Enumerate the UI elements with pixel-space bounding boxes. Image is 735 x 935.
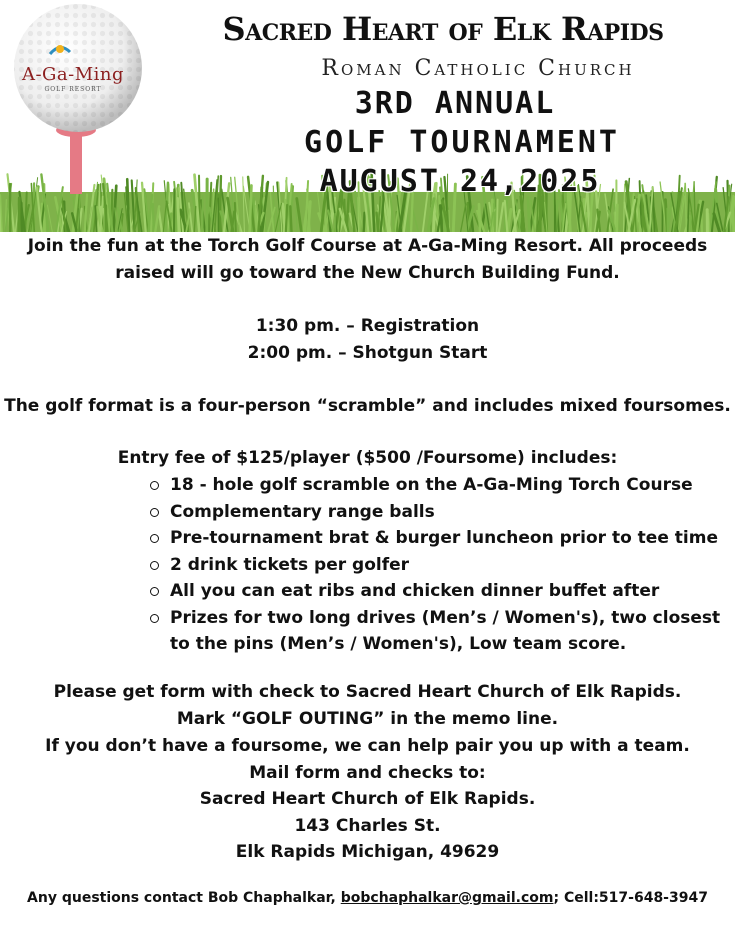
- list-item: Prizes for two long drives (Men’s / Women's), two closest to the pins (Men’s / Women's), Low team score.: [148, 605, 735, 658]
- logo-subtitle: GOLF RESORT: [44, 86, 102, 93]
- instruction-line-1: Please get form with check to Sacred Heart Church of Elk Rapids.: [53, 682, 682, 702]
- event-title-line: GOLF TOURNAMENT: [304, 125, 620, 160]
- list-item: 18 - hole golf scramble on the A-Ga-Ming Torch Course: [148, 472, 735, 499]
- circle-bullet-icon: [150, 508, 159, 517]
- mailing-address-name: Sacred Heart Church of Elk Rapids.: [199, 789, 536, 809]
- circle-bullet-icon: [150, 587, 159, 596]
- instruction-line-3: If you don’t have a foursome, we can help pair you up with a team.: [45, 736, 690, 756]
- list-item: 2 drink tickets per golfer: [148, 552, 735, 579]
- logo-name: A-Ga-Ming: [21, 64, 125, 85]
- mailing-address-street: 143 Charles St.: [294, 816, 441, 836]
- entry-fee: Entry fee of $125/player ($500 /Foursome) includes:: [117, 448, 618, 468]
- instruction-line-2: Mark “GOLF OUTING” in the memo line.: [176, 709, 559, 729]
- circle-bullet-icon: [150, 481, 159, 490]
- schedule-shotgun: 2:00 pm. – Shotgun Start: [247, 343, 488, 363]
- circle-bullet-icon: [150, 534, 159, 543]
- event-date: AUGUST 24,2025: [319, 164, 601, 199]
- mailing-address-city: Elk Rapids Michigan, 49629: [235, 842, 500, 862]
- intro-line-2: raised will go toward the New Church Building Fund.: [115, 263, 620, 283]
- intro-line-1: Join the fun at the Torch Golf Course at A-Ga-Ming Resort. All proceeds: [27, 236, 708, 256]
- includes-list: [148, 472, 735, 658]
- contact-prefix: Any questions contact Bob Chaphalkar,: [27, 890, 341, 906]
- flyer-header: [0, 0, 735, 232]
- church-subtitle: Roman Catholic Church: [321, 56, 635, 81]
- instruction-line-4: Mail form and checks to:: [249, 763, 486, 783]
- church-name-title: Sacred Heart of Elk Rapids: [222, 10, 664, 48]
- golf-ball-icon: [8, 2, 152, 202]
- contact-line: [0, 890, 735, 906]
- list-item: Pre-tournament brat & burger luncheon prior to tee time: [148, 525, 735, 552]
- list-item: All you can eat ribs and chicken dinner buffet after: [148, 578, 735, 605]
- golf-format: The golf format is a four-person “scramble” and includes mixed foursomes.: [4, 396, 731, 416]
- circle-bullet-icon: [150, 561, 159, 570]
- event-annual-line: 3RD ANNUAL: [354, 86, 556, 121]
- list-item: Complementary range balls: [148, 499, 735, 526]
- circle-bullet-icon: [150, 614, 159, 623]
- contact-email-link[interactable]: bobchaphalkar@gmail.com: [340, 890, 554, 906]
- contact-phone: ; Cell:517-648-3947: [553, 890, 708, 906]
- schedule-registration: 1:30 pm. – Registration: [255, 316, 480, 336]
